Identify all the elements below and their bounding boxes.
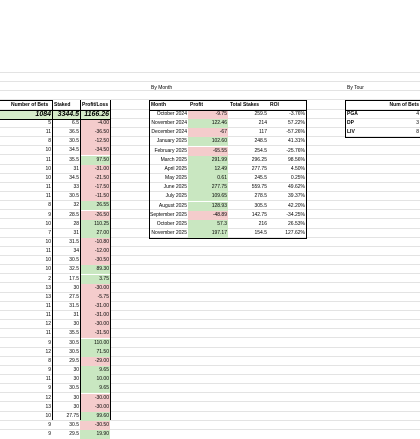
- cell-tour-bets[interactable]: 8: [416, 129, 419, 136]
- cell-profit-loss[interactable]: -5.75: [80, 293, 110, 302]
- col-header-profit-loss[interactable]: Profit/Loss: [82, 102, 109, 108]
- cell-profit-loss[interactable]: -31.50: [80, 329, 110, 338]
- cell-profit-loss[interactable]: 9.65: [80, 384, 110, 393]
- left-table-border: [80, 100, 81, 420]
- cell-profit[interactable]: 128.93: [188, 202, 228, 211]
- left-table-border: [52, 100, 53, 420]
- cell-profit-loss[interactable]: -29.00: [80, 357, 110, 366]
- cell-staked[interactable]: 28: [73, 220, 79, 227]
- cell-bets[interactable]: 12: [45, 348, 51, 355]
- cell-staked[interactable]: 30: [73, 367, 79, 374]
- cell-staked[interactable]: 36.5: [69, 129, 79, 136]
- cell-total-stakes[interactable]: 278.5: [254, 193, 267, 200]
- cell-profit[interactable]: 102.60: [188, 137, 228, 146]
- cell-total-stakes[interactable]: 216: [258, 220, 267, 227]
- cell-profit-loss[interactable]: 26.55: [80, 201, 110, 210]
- cell-bets[interactable]: 10: [45, 266, 51, 273]
- cell-total-stakes[interactable]: 214: [258, 120, 267, 127]
- cell-bets[interactable]: 12: [45, 321, 51, 328]
- cell-staked[interactable]: 30.5: [69, 193, 79, 200]
- cell-total-stakes[interactable]: 305.5: [254, 202, 267, 209]
- cell-total-stakes[interactable]: 142.75: [251, 211, 267, 218]
- cell-profit[interactable]: 57.3: [188, 220, 228, 229]
- cell-staked[interactable]: 30.5: [69, 421, 79, 428]
- cell-staked[interactable]: 27.5: [69, 293, 79, 300]
- cell-bets[interactable]: 11: [45, 248, 51, 255]
- cell-profit[interactable]: -48.89: [188, 211, 228, 220]
- col-header-total-stakes[interactable]: Total Stakes: [230, 102, 260, 108]
- cell-profit-loss[interactable]: -30.00: [80, 403, 110, 412]
- cell-staked[interactable]: 30: [73, 376, 79, 383]
- cell-profit[interactable]: 122.46: [188, 119, 228, 128]
- cell-bets[interactable]: 10: [45, 238, 51, 245]
- cell-total-stakes[interactable]: 296.25: [251, 156, 267, 163]
- cell-staked[interactable]: 32: [73, 202, 79, 209]
- cell-profit-loss[interactable]: -36.50: [80, 128, 110, 137]
- cell-bets[interactable]: 8: [48, 138, 51, 145]
- cell-profit[interactable]: -9.75: [188, 110, 228, 119]
- cell-month[interactable]: May 2025: [165, 175, 187, 182]
- col-header-num-bets[interactable]: Num of Bets: [389, 102, 419, 108]
- cell-profit-loss[interactable]: 3.75: [80, 275, 110, 284]
- cell-bets[interactable]: 11: [45, 303, 51, 309]
- cell-roi[interactable]: 41.31%: [288, 138, 305, 145]
- cell-bets[interactable]: 10: [45, 165, 51, 172]
- cell-total-stakes[interactable]: 277.75: [251, 165, 267, 172]
- cell-bets[interactable]: 10: [45, 412, 51, 419]
- cell-staked[interactable]: 6.5: [72, 120, 79, 126]
- cell-profit-loss[interactable]: -4.00: [80, 119, 110, 128]
- cell-bets[interactable]: 10: [45, 147, 51, 154]
- cell-profit-loss[interactable]: -30.00: [80, 320, 110, 329]
- gridline: [0, 72, 420, 73]
- cell-staked[interactable]: 27.75: [66, 412, 79, 419]
- cell-total-stakes[interactable]: 154.5: [254, 229, 267, 236]
- cell-staked[interactable]: 30: [73, 394, 79, 401]
- cell-month[interactable]: February 2025: [154, 147, 187, 154]
- cell-tour[interactable]: PGA: [347, 111, 358, 117]
- cell-month[interactable]: October 2025: [156, 220, 187, 227]
- cell-bets[interactable]: 9: [48, 367, 51, 374]
- cell-bets[interactable]: 9: [48, 211, 51, 218]
- cell-profit-loss[interactable]: -26.50: [80, 211, 110, 220]
- tour-table-border: [345, 100, 346, 137]
- cell-bets[interactable]: 10: [45, 220, 51, 227]
- cell-staked[interactable]: 30.5: [69, 138, 79, 145]
- left-table-border: [110, 100, 111, 420]
- month-table-border: [149, 100, 150, 238]
- cell-month[interactable]: November 2024: [151, 120, 187, 127]
- cell-staked[interactable]: 31.5: [69, 303, 79, 309]
- cell-profit-loss[interactable]: -11.50: [80, 192, 110, 201]
- cell-bets[interactable]: 11: [45, 156, 51, 163]
- cell-roi[interactable]: -25.76%: [286, 147, 305, 154]
- cell-staked[interactable]: 17.5: [69, 275, 79, 282]
- month-table-border: [306, 100, 307, 238]
- cell-roi[interactable]: -57.26%: [286, 129, 305, 136]
- cell-profit-loss[interactable]: -12.50: [80, 137, 110, 146]
- cell-month[interactable]: January 2025: [156, 138, 187, 145]
- cell-bets[interactable]: 9: [48, 339, 51, 346]
- cell-bets[interactable]: 11: [45, 330, 51, 337]
- cell-bets[interactable]: 11: [45, 129, 51, 136]
- cell-total-stakes[interactable]: 559.75: [251, 184, 267, 191]
- cell-roi[interactable]: 26.53%: [288, 220, 305, 227]
- cell-tour-bets[interactable]: 3: [416, 120, 419, 127]
- cell-bets[interactable]: 11: [45, 193, 51, 200]
- cell-profit[interactable]: -67: [188, 128, 228, 137]
- cell-staked[interactable]: 30: [73, 321, 79, 328]
- cell-staked[interactable]: 30.5: [69, 339, 79, 346]
- cell-roi[interactable]: 0.25%: [290, 175, 305, 182]
- month-table-border: [149, 100, 307, 101]
- tour-table-border: [345, 137, 420, 138]
- cell-profit-loss[interactable]: -10.80: [80, 238, 110, 247]
- cell-profit-loss[interactable]: 99.60: [80, 412, 110, 421]
- cell-bets[interactable]: 10: [45, 174, 51, 181]
- cell-profit-loss[interactable]: 19.90: [80, 430, 110, 439]
- cell-profit-loss[interactable]: 10.00: [80, 375, 110, 384]
- cell-staked[interactable]: 30.5: [69, 385, 79, 392]
- cell-bets[interactable]: 12: [45, 394, 51, 401]
- cell-profit-loss[interactable]: 110.00: [80, 339, 110, 348]
- cell-month[interactable]: April 2025: [164, 165, 187, 172]
- cell-bets[interactable]: 9: [48, 431, 51, 438]
- cell-profit-loss[interactable]: 71.50: [80, 348, 110, 357]
- cell-month[interactable]: December 2024: [151, 129, 187, 136]
- cell-staked[interactable]: 28.5: [69, 211, 79, 218]
- cell-bets[interactable]: 5: [48, 120, 51, 126]
- gridline: [0, 81, 420, 82]
- cell-profit-loss[interactable]: -17.50: [80, 183, 110, 192]
- cell-staked[interactable]: 30: [73, 403, 79, 410]
- cell-profit-loss[interactable]: 27.00: [80, 229, 110, 238]
- cell-profit-loss[interactable]: -31.00: [80, 311, 110, 320]
- cell-profit-loss[interactable]: -30.00: [80, 394, 110, 403]
- cell-profit-loss[interactable]: 9.65: [80, 366, 110, 375]
- cell-staked[interactable]: 31: [73, 312, 79, 319]
- col-header-bets[interactable]: Number of Bets: [11, 102, 49, 108]
- cell-staked[interactable]: 32.5: [69, 266, 79, 273]
- cell-roi[interactable]: 42.20%: [288, 202, 305, 209]
- cell-roi[interactable]: 4.50%: [290, 165, 305, 172]
- cell-bets[interactable]: 13: [45, 293, 51, 300]
- cell-month[interactable]: November 2025: [151, 229, 187, 236]
- cell-month[interactable]: March 2025: [160, 156, 187, 163]
- cell-tour[interactable]: LIV: [347, 129, 355, 136]
- cell-roi[interactable]: -3.76%: [289, 111, 305, 117]
- cell-bets[interactable]: 10: [45, 257, 51, 264]
- cell-roi[interactable]: -34.25%: [286, 211, 305, 218]
- total-staked[interactable]: 3344.5: [52, 110, 80, 119]
- by-month-title: By Month: [151, 85, 173, 91]
- by-tour-title: By Tour: [347, 85, 364, 91]
- col-header-roi[interactable]: ROI: [270, 102, 279, 108]
- cell-profit-loss[interactable]: -30.50: [80, 256, 110, 265]
- cell-profit-loss[interactable]: 89.30: [80, 265, 110, 274]
- cell-bets[interactable]: 9: [48, 385, 51, 392]
- cell-staked[interactable]: 35.5: [69, 330, 79, 337]
- cell-month[interactable]: October 2024: [156, 111, 187, 117]
- cell-staked[interactable]: 31: [73, 165, 79, 172]
- total-profit-loss[interactable]: 1166.26: [80, 110, 110, 119]
- cell-bets[interactable]: 2: [48, 275, 51, 282]
- cell-tour[interactable]: DP: [347, 120, 354, 127]
- cell-month[interactable]: September 2025: [150, 211, 187, 218]
- cell-profit-loss[interactable]: -12.00: [80, 247, 110, 256]
- cell-roi[interactable]: 127.62%: [285, 229, 305, 236]
- cell-bets[interactable]: 9: [48, 421, 51, 428]
- month-table-border: [149, 110, 307, 111]
- month-table-border: [149, 238, 307, 239]
- cell-staked[interactable]: 30: [73, 284, 79, 291]
- cell-roi[interactable]: 98.56%: [288, 156, 305, 163]
- cell-profit[interactable]: 291.99: [188, 156, 228, 165]
- cell-bets[interactable]: 7: [48, 229, 51, 236]
- cell-bets[interactable]: 11: [45, 184, 51, 191]
- left-table-border: [0, 110, 110, 111]
- cell-staked[interactable]: 33: [73, 184, 79, 191]
- cell-tour-bets[interactable]: 4: [416, 111, 419, 117]
- cell-month[interactable]: August 2025: [158, 202, 187, 209]
- cell-total-stakes[interactable]: 259.5: [254, 111, 267, 117]
- cell-bets[interactable]: 13: [45, 403, 51, 410]
- cell-staked[interactable]: 35.5: [69, 156, 79, 163]
- total-bets[interactable]: 1084: [0, 110, 52, 119]
- cell-profit-loss[interactable]: -21.50: [80, 174, 110, 183]
- cell-profit-loss[interactable]: -30.50: [80, 421, 110, 430]
- cell-roi[interactable]: 57.22%: [288, 120, 305, 127]
- cell-total-stakes[interactable]: 254.5: [254, 147, 267, 154]
- cell-bets[interactable]: 11: [45, 376, 51, 383]
- cell-bets[interactable]: 8: [48, 202, 51, 209]
- cell-profit-loss[interactable]: -30.00: [80, 284, 110, 293]
- cell-staked[interactable]: 34: [73, 248, 79, 255]
- cell-total-stakes[interactable]: 117: [259, 129, 267, 136]
- cell-staked[interactable]: 30.5: [69, 348, 79, 355]
- cell-total-stakes[interactable]: 248.5: [254, 138, 267, 145]
- cell-profit-loss[interactable]: -31.00: [80, 165, 110, 174]
- cell-staked[interactable]: 29.5: [69, 431, 79, 438]
- cell-bets[interactable]: 11: [45, 312, 51, 319]
- cell-staked[interactable]: 29.5: [69, 357, 79, 364]
- cell-bets[interactable]: 8: [48, 357, 51, 364]
- cell-profit[interactable]: -65.55: [188, 147, 228, 156]
- cell-profit[interactable]: 0.61: [188, 174, 228, 183]
- cell-roi[interactable]: 39.37%: [288, 193, 305, 200]
- cell-profit-loss[interactable]: -34.50: [80, 146, 110, 155]
- cell-profit[interactable]: 12.49: [188, 165, 228, 174]
- cell-profit[interactable]: 109.65: [188, 192, 228, 201]
- cell-profit[interactable]: 277.75: [188, 183, 228, 192]
- cell-month[interactable]: July 2025: [165, 193, 187, 200]
- cell-staked[interactable]: 34.5: [69, 147, 79, 154]
- col-header-staked[interactable]: Staked: [54, 102, 71, 108]
- cell-profit-loss[interactable]: 110.25: [80, 220, 110, 229]
- col-header-profit[interactable]: Profit: [190, 102, 204, 108]
- tour-table-border: [345, 100, 420, 101]
- cell-staked[interactable]: 30.5: [69, 257, 79, 264]
- cell-month[interactable]: June 2025: [163, 184, 187, 191]
- left-table-border: [0, 119, 110, 120]
- left-table-border: [0, 100, 52, 101]
- cell-staked[interactable]: 31: [73, 229, 79, 236]
- tour-table-border: [345, 110, 420, 111]
- cell-staked[interactable]: 34.5: [69, 174, 79, 181]
- cell-profit[interactable]: 197.17: [188, 229, 228, 238]
- cell-profit-loss[interactable]: -31.00: [80, 302, 110, 311]
- col-header-month[interactable]: Month: [151, 102, 166, 108]
- cell-bets[interactable]: 13: [45, 284, 51, 291]
- cell-staked[interactable]: 31.5: [69, 238, 79, 245]
- cell-total-stakes[interactable]: 245.5: [254, 175, 267, 182]
- cell-roi[interactable]: 49.62%: [288, 184, 305, 191]
- cell-profit-loss[interactable]: 97.50: [80, 156, 110, 165]
